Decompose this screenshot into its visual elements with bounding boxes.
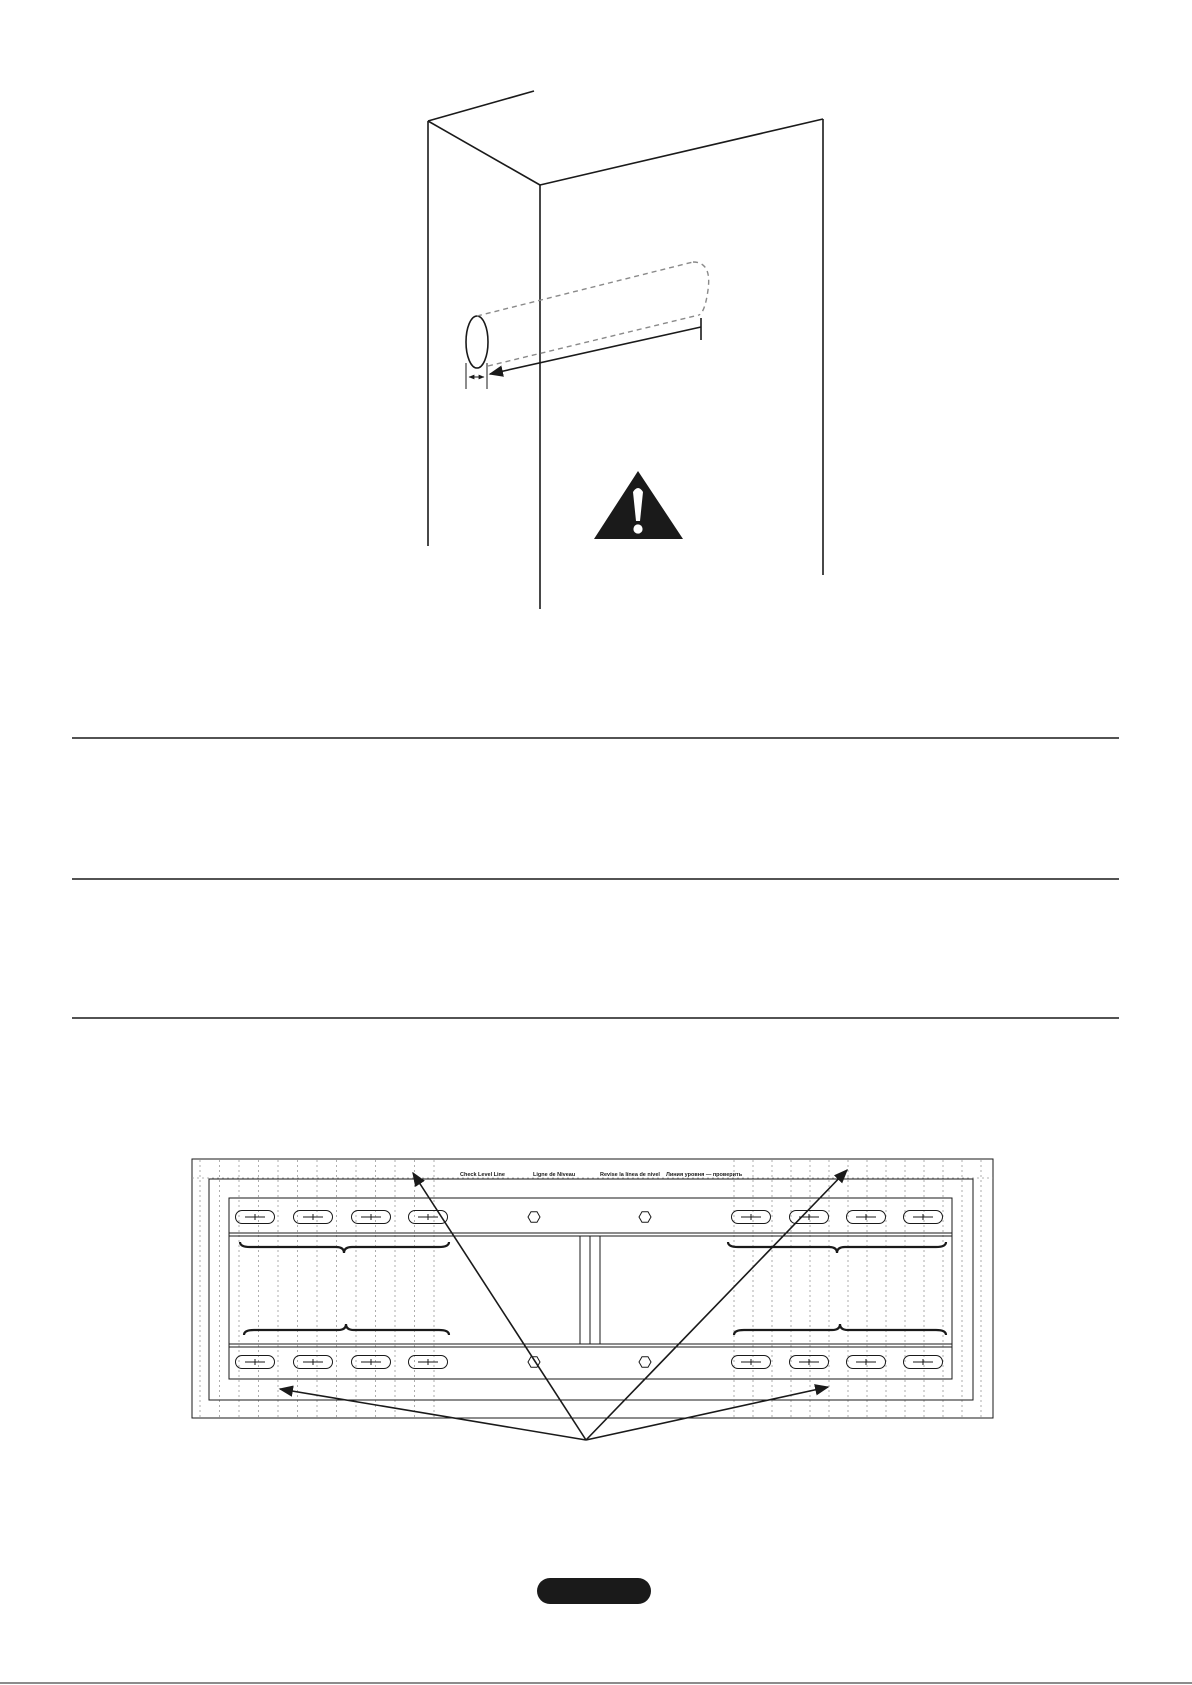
brace-top-left [240, 1242, 449, 1253]
mounting-slot [847, 1211, 886, 1224]
mounting-slot [790, 1211, 829, 1224]
hole-depth-dimension [490, 318, 701, 374]
mounting-slot [732, 1356, 771, 1369]
mounting-slot [732, 1211, 771, 1224]
level-label-fr: Ligne de Niveau [533, 1172, 576, 1178]
mounting-slot [904, 1211, 943, 1224]
level-line-labels [460, 1172, 743, 1178]
level-label-ru: Линия уровня — проверить [666, 1172, 743, 1178]
hex-hole [528, 1212, 540, 1222]
brace-top-right [728, 1242, 946, 1253]
brace-bottom-right [734, 1324, 946, 1335]
page-number-badge [537, 1578, 651, 1604]
hex-hole [639, 1212, 651, 1222]
level-label-es: Revise la línea de nivel [600, 1172, 660, 1178]
hole-diameter-dimension [466, 363, 487, 389]
warning-triangle-icon [594, 471, 683, 539]
mounting-slot [352, 1211, 391, 1224]
mounting-slot [790, 1356, 829, 1369]
mounting-slot [904, 1356, 943, 1369]
mounting-slot [236, 1211, 275, 1224]
mounting-slot [352, 1356, 391, 1369]
mounting-slot [847, 1356, 886, 1369]
brace-bottom-left [244, 1324, 449, 1335]
mounting-slot [294, 1356, 333, 1369]
wall-plate-template-figure [192, 1159, 993, 1440]
mounting-bracket [229, 1198, 952, 1379]
wall-drilling-figure [428, 91, 823, 609]
mounting-slot [236, 1356, 275, 1369]
mounting-slots [236, 1211, 943, 1369]
wall-plate-frame [209, 1179, 973, 1400]
slot-group-braces [240, 1242, 946, 1335]
mounting-slot [294, 1211, 333, 1224]
hex-hole [639, 1357, 651, 1367]
level-label-en: Check Level Line [460, 1172, 505, 1178]
